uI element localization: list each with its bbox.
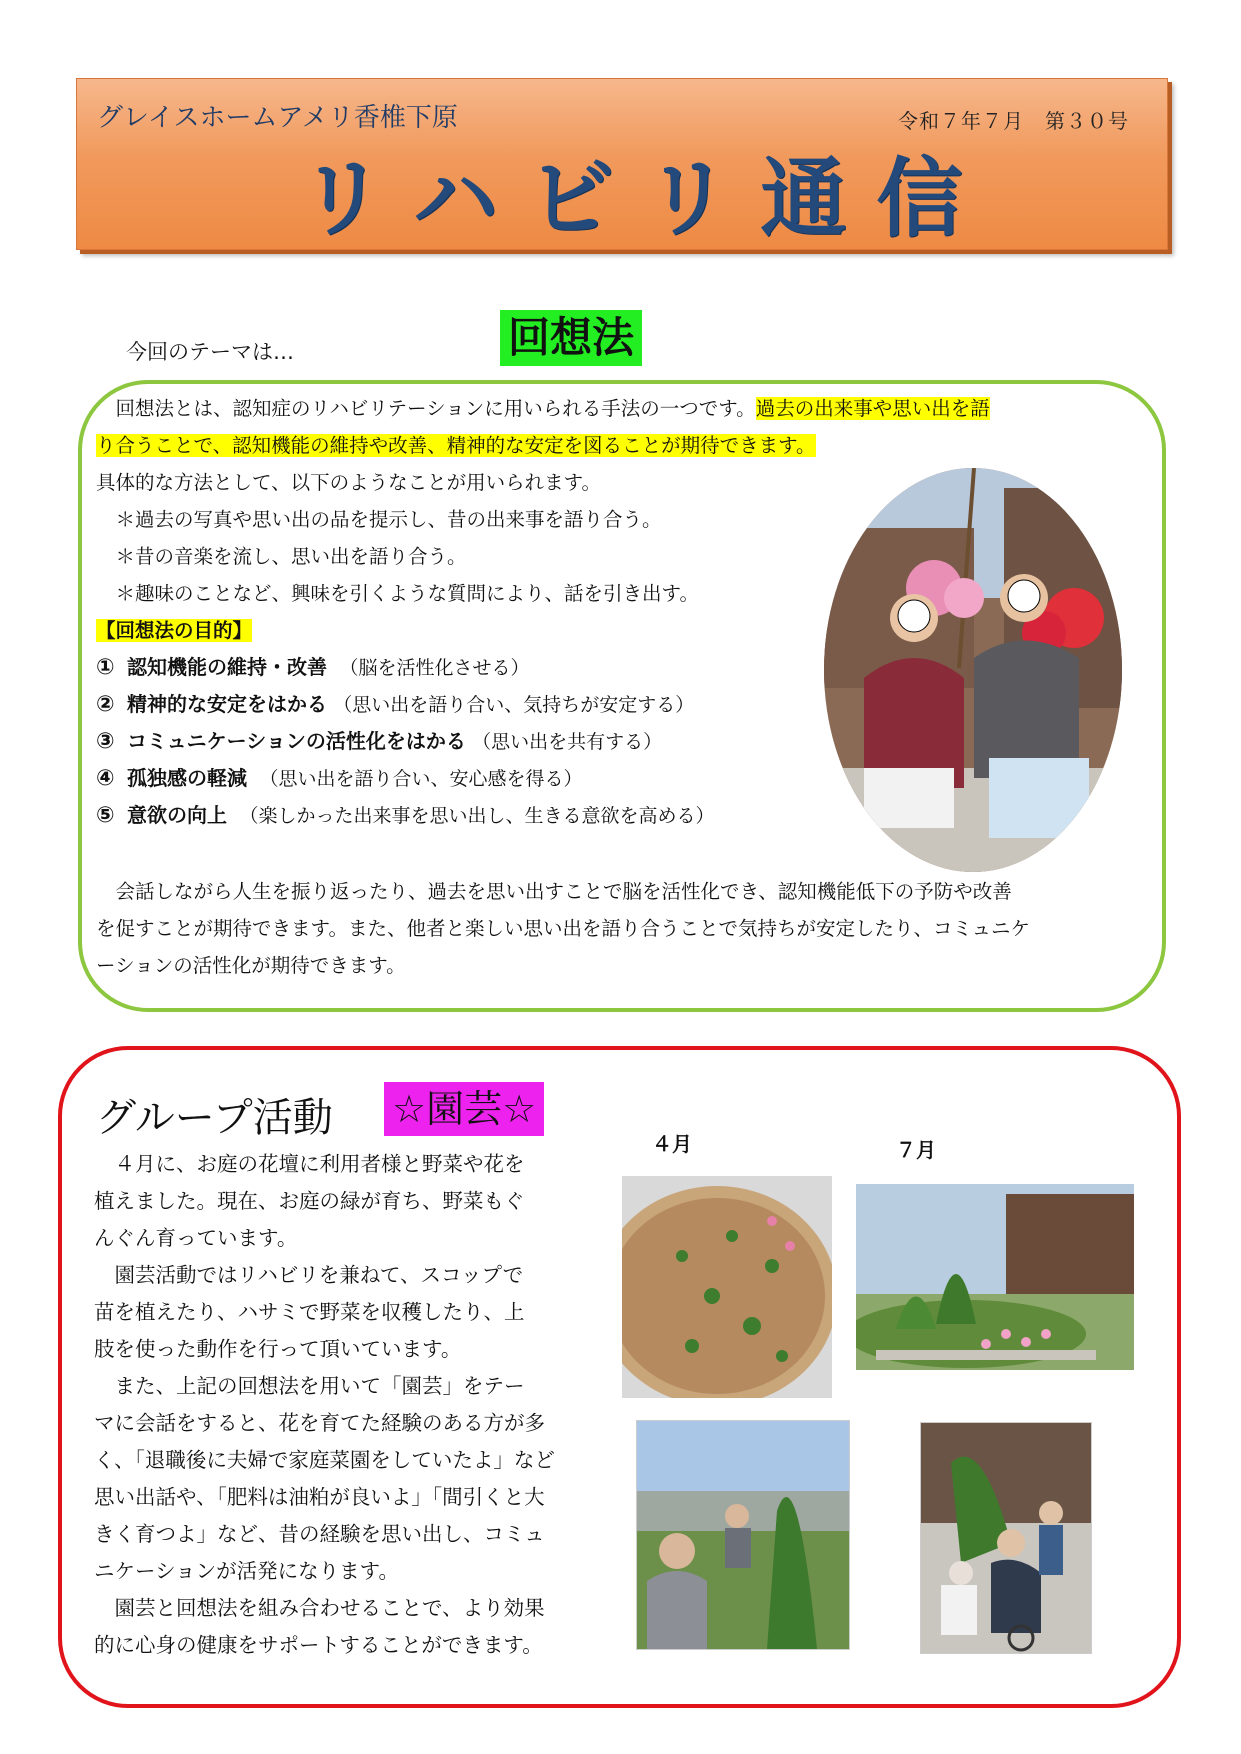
residents-garden-illustration bbox=[637, 1421, 849, 1649]
staff-helping-illustration bbox=[921, 1423, 1091, 1653]
intro-highlight-2: り合うことで、認知機能の維持や改善、精神的な安定を図ることが期待できます。 bbox=[96, 434, 816, 457]
gardening-line: 思い出話や、「肥料は油粕が良いよ」「間引くと大 bbox=[94, 1485, 545, 1509]
residents-photo-illustration bbox=[824, 468, 1122, 872]
purpose-note: （思い出を語り合い、安心感を得る） bbox=[259, 768, 583, 790]
gardening-line: また、上記の回想法を用いて「園芸」をテー bbox=[94, 1374, 525, 1398]
purpose-note: （思い出を共有する） bbox=[472, 731, 663, 753]
theme-lead: 今回のテーマは… bbox=[126, 340, 294, 364]
purpose-heading: 【回想法の目的】 bbox=[96, 619, 253, 642]
purpose-title: 意欲の向上 bbox=[127, 803, 228, 827]
gardening-line: 園芸活動ではリハビリを兼ねて、スコップで bbox=[94, 1263, 524, 1287]
summary-line: を促すことが期待できます。また、他者と楽しい思い出を語り合うことで気持ちが安定したり、コミュニケ bbox=[96, 917, 1031, 940]
newsletter-title: リハビリ通信 bbox=[299, 149, 993, 249]
purpose-note: （思い出を語り合い、気持ちが安定する） bbox=[333, 694, 695, 716]
purpose-title: 精神的な安定をはかる bbox=[127, 692, 328, 716]
purpose-title: 認知機能の維持・改善 bbox=[127, 655, 328, 679]
purpose-note: （楽しかった出来事を思い出し、生きる意欲を高める） bbox=[239, 805, 715, 827]
staff-helping-photo bbox=[920, 1422, 1092, 1654]
july-garden-photo bbox=[856, 1184, 1134, 1370]
april-flowerbed-photo bbox=[622, 1176, 832, 1398]
gardening-line: 的に心身の健康をサポートすることができます。 bbox=[94, 1633, 543, 1657]
purpose-title: コミュニケーションの活性化をはかる bbox=[127, 729, 466, 753]
purpose-title: 孤独感の軽減 bbox=[127, 766, 248, 790]
method-item: ＊趣味のことなど、興味を引くような質問により、話を引き出す。 bbox=[96, 582, 699, 605]
gardening-line: ニケーションが活発になります。 bbox=[94, 1559, 400, 1583]
method-item: ＊過去の写真や思い出の品を提示し、昔の出来事を語り合う。 bbox=[96, 508, 662, 531]
theme-word: 回想法 bbox=[500, 310, 642, 366]
header-banner bbox=[76, 78, 1168, 250]
purpose-number: ⑤ bbox=[96, 803, 115, 828]
april-label: ４月 bbox=[652, 1132, 692, 1156]
gardening-line: きく育つよ」など、昔の経験を思い出し、コミュ bbox=[94, 1522, 545, 1546]
gardening-line: く、「退職後に夫婦で家庭菜園をしていたよ」など bbox=[94, 1448, 555, 1472]
gardening-line: 植えました。現在、お庭の緑が育ち、野菜もぐ bbox=[94, 1189, 525, 1213]
purpose-number: ③ bbox=[96, 729, 115, 754]
purpose-note: （脳を活性化させる） bbox=[339, 657, 530, 679]
issue-date: 令和７年７月 第３０号 bbox=[898, 109, 1129, 133]
purpose-number: ① bbox=[96, 655, 115, 680]
intro-highlight-1: 過去の出来事や思い出を語 bbox=[755, 397, 990, 420]
intro-line-3: 具体的な方法として、以下のようなことが用いられます。 bbox=[96, 471, 602, 494]
organization-name: グレイスホームアメリ香椎下原 bbox=[97, 103, 458, 133]
gardening-line: 肢を使った動作を行って頂いています。 bbox=[94, 1337, 462, 1361]
july-label: ７月 bbox=[896, 1138, 936, 1162]
purpose-number: ② bbox=[96, 692, 115, 717]
residents-garden-photo bbox=[636, 1420, 850, 1650]
july-photo-illustration bbox=[856, 1184, 1134, 1370]
gardening-line: ４月に、お庭の花壇に利用者様と野菜や花を bbox=[94, 1152, 525, 1176]
purpose-item bbox=[96, 723, 662, 761]
purpose-item bbox=[96, 649, 529, 687]
gardening-line: 苗を植えたり、ハサミで野菜を収穫したり、上 bbox=[94, 1300, 525, 1324]
intro-line-1 bbox=[96, 390, 990, 427]
summary-line: ーションの活性化が期待できます。 bbox=[96, 954, 406, 977]
gardening-tag: ☆園芸☆ bbox=[384, 1082, 544, 1136]
intro-line-2 bbox=[96, 427, 816, 464]
april-photo-illustration bbox=[622, 1176, 832, 1398]
residents-photo bbox=[824, 468, 1122, 872]
method-item: ＊昔の音楽を流し、思い出を語り合う。 bbox=[96, 545, 467, 568]
purpose-item bbox=[96, 797, 714, 835]
purpose-item bbox=[96, 686, 694, 724]
purpose-item bbox=[96, 760, 582, 798]
summary-line: 会話しながら人生を振り返ったり、過去を思い出すことで脳を活性化でき、認知機能低下の予防や改善 bbox=[96, 880, 1012, 903]
gardening-line: マに会話をすると、花を育てた経験のある方が多 bbox=[94, 1411, 545, 1435]
gardening-line: 園芸と回想法を組み合わせることで、より効果 bbox=[94, 1596, 545, 1620]
intro-line-1a: 回想法とは、認知症のリハビリテーションに用いられる手法の一つです。 bbox=[96, 397, 756, 420]
group-activity-title: グループ活動 bbox=[96, 1095, 333, 1141]
purpose-number: ④ bbox=[96, 766, 115, 791]
gardening-line: んぐん育っています。 bbox=[94, 1226, 298, 1250]
